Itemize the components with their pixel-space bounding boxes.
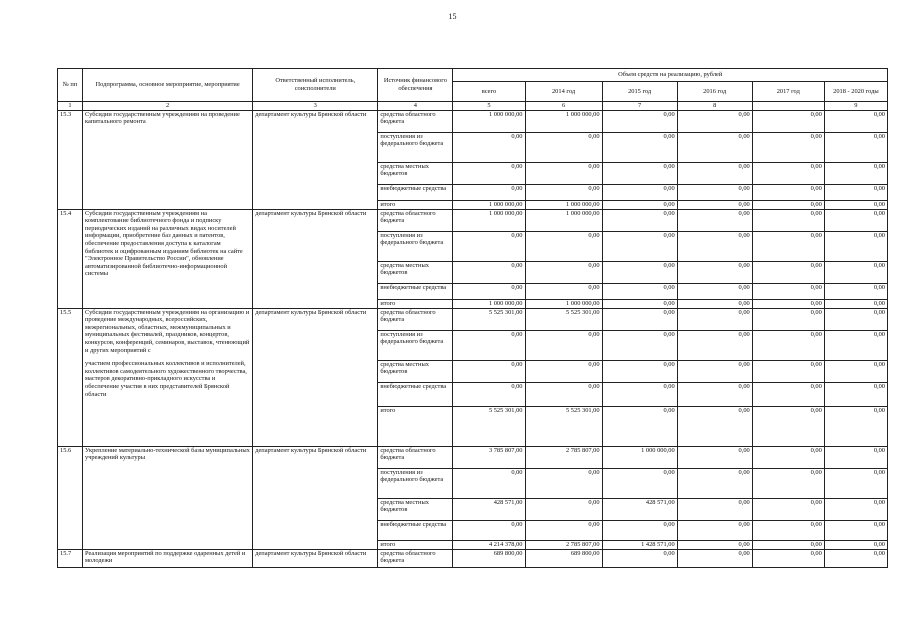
section-title: Реализация мероприятий по поддержке одаренных детей и молодежи bbox=[85, 549, 246, 565]
amount-cell: 0,00 bbox=[453, 330, 525, 360]
amount-cell: 0,00 bbox=[677, 231, 752, 261]
source-label: поступления из федерального бюджета bbox=[378, 132, 453, 162]
amount-cell: 0,00 bbox=[824, 308, 887, 330]
amount-cell: 0,00 bbox=[677, 520, 752, 540]
amount-cell: 0,00 bbox=[752, 498, 824, 520]
amount-cell: 0,00 bbox=[752, 110, 824, 132]
section-title-cell bbox=[83, 549, 253, 567]
amount-cell: 0,00 bbox=[525, 261, 602, 283]
source-label: средства местных бюджетов bbox=[378, 162, 453, 184]
amount-cell: 5 525 301,00 bbox=[453, 406, 525, 446]
source-label: средства областного бюджета bbox=[378, 110, 453, 132]
amount-cell: 0,00 bbox=[677, 209, 752, 231]
section-title-cell bbox=[83, 308, 253, 446]
source-total-label: итого bbox=[378, 299, 453, 308]
amount-cell: 0,00 bbox=[752, 231, 824, 261]
amount-cell: 0,00 bbox=[602, 406, 677, 446]
amount-cell: 1 000 000,00 bbox=[525, 209, 602, 231]
source-label: поступления из федерального бюджета bbox=[378, 231, 453, 261]
amount-cell: 0,00 bbox=[453, 468, 525, 498]
amount-cell: 4 214 378,00 bbox=[453, 540, 525, 549]
source-label: средства местных бюджетов bbox=[378, 261, 453, 283]
amount-cell: 0,00 bbox=[752, 283, 824, 299]
amount-cell: 428 571,00 bbox=[602, 498, 677, 520]
amount-cell: 0,00 bbox=[525, 132, 602, 162]
amount-cell: 0,00 bbox=[752, 330, 824, 360]
section-number: 15.3 bbox=[58, 110, 83, 209]
amount-cell: 0,00 bbox=[602, 184, 677, 200]
amount-cell: 689 800,00 bbox=[525, 549, 602, 567]
amount-cell: 0,00 bbox=[453, 382, 525, 406]
amount-cell: 0,00 bbox=[453, 283, 525, 299]
amount-cell: 0,00 bbox=[752, 162, 824, 184]
amount-cell: 0,00 bbox=[824, 468, 887, 498]
amount-cell: 0,00 bbox=[677, 132, 752, 162]
source-total-label: итого bbox=[378, 200, 453, 209]
amount-cell: 0,00 bbox=[824, 382, 887, 406]
amount-cell: 0,00 bbox=[824, 540, 887, 549]
header-year-total: всего bbox=[453, 82, 525, 102]
amount-cell: 5 525 301,00 bbox=[453, 308, 525, 330]
amount-cell: 0,00 bbox=[453, 231, 525, 261]
section-title: Субсидии государственным учреждениям на организацию и проведение международных, всероссийских, межрегиональных, областных, межмуниципальных и муниципальных фестивалей, праздников, концертов, конкурсов, конференций, семинаров, выставок, чтенюющий и других мероприятий с bbox=[85, 308, 250, 354]
amount-cell: 1 000 000,00 bbox=[453, 209, 525, 231]
amount-cell: 0,00 bbox=[752, 540, 824, 549]
amount-cell: 0,00 bbox=[752, 549, 824, 567]
amount-cell: 0,00 bbox=[602, 132, 677, 162]
section-title: Субсидии государственным учреждениям на комплектование библиотечного фонда и подписку периодических изданий на различных видах носителей информации, приобретение баз данных и патентов, обеспечение предоставления доступа к каталогам библиотек и оцифрованным изданиям библиотек на сайте "Электронное Правительство России", обновление автоматизированной библиотечно-информационной системы bbox=[85, 209, 243, 278]
section-number: 15.7 bbox=[58, 549, 83, 567]
amount-cell: 0,00 bbox=[525, 468, 602, 498]
index-cell: 4 bbox=[378, 102, 453, 111]
header-num: № пп bbox=[58, 69, 83, 102]
section-responsible: департамент культуры Брянской области bbox=[253, 308, 378, 446]
source-label: внебюджетные средства bbox=[378, 283, 453, 299]
financing-table bbox=[57, 68, 888, 568]
amount-cell: 0,00 bbox=[453, 162, 525, 184]
amount-cell: 0,00 bbox=[752, 468, 824, 498]
amount-cell: 0,00 bbox=[824, 110, 887, 132]
header-year-2016: 2016 год bbox=[677, 82, 752, 102]
amount-cell: 0,00 bbox=[824, 231, 887, 261]
amount-cell: 0,00 bbox=[525, 330, 602, 360]
index-cell: 7 bbox=[602, 102, 677, 111]
section-title: Субсидии государственным учреждениям на проведение капитального ремонта bbox=[85, 110, 240, 126]
amount-cell: 0,00 bbox=[824, 299, 887, 308]
source-label: поступления из федерального бюджета bbox=[378, 468, 453, 498]
amount-cell: 5 525 301,00 bbox=[525, 406, 602, 446]
amount-cell: 0,00 bbox=[677, 184, 752, 200]
amount-cell: 0,00 bbox=[602, 299, 677, 308]
amount-cell: 0,00 bbox=[752, 132, 824, 162]
amount-cell: 0,00 bbox=[602, 261, 677, 283]
amount-cell: 0,00 bbox=[602, 549, 677, 567]
amount-cell: 3 785 807,00 bbox=[453, 446, 525, 468]
index-cell: 6 bbox=[525, 102, 602, 111]
section-number: 15.4 bbox=[58, 209, 83, 308]
amount-cell: 689 800,00 bbox=[453, 549, 525, 567]
header-volume: Объем средств на реализацию, рублей bbox=[453, 69, 888, 82]
amount-cell: 0,00 bbox=[677, 498, 752, 520]
amount-cell: 0,00 bbox=[602, 283, 677, 299]
amount-cell: 0,00 bbox=[752, 406, 824, 446]
amount-cell: 0,00 bbox=[824, 209, 887, 231]
amount-cell: 0,00 bbox=[677, 468, 752, 498]
amount-cell: 0,00 bbox=[824, 184, 887, 200]
amount-cell: 0,00 bbox=[453, 360, 525, 382]
section-title-cell bbox=[83, 110, 253, 209]
table-body bbox=[58, 110, 888, 567]
amount-cell: 0,00 bbox=[525, 498, 602, 520]
amount-cell: 0,00 bbox=[824, 283, 887, 299]
index-row bbox=[58, 102, 888, 111]
amount-cell: 0,00 bbox=[602, 200, 677, 209]
amount-cell: 0,00 bbox=[677, 360, 752, 382]
amount-cell: 0,00 bbox=[824, 330, 887, 360]
header-year-2018-2020: 2018 - 2020 годы bbox=[824, 82, 887, 102]
amount-cell: 0,00 bbox=[752, 299, 824, 308]
amount-cell: 0,00 bbox=[602, 330, 677, 360]
header-source: Источник финансового обеспечения bbox=[378, 69, 453, 102]
amount-cell: 0,00 bbox=[824, 446, 887, 468]
amount-cell: 0,00 bbox=[677, 283, 752, 299]
source-label: средства областного бюджета bbox=[378, 446, 453, 468]
amount-cell: 0,00 bbox=[752, 184, 824, 200]
amount-cell: 0,00 bbox=[525, 162, 602, 184]
amount-cell: 0,00 bbox=[677, 382, 752, 406]
amount-cell: 0,00 bbox=[677, 261, 752, 283]
index-cell: 8 bbox=[677, 102, 752, 111]
table-row bbox=[58, 308, 888, 330]
amount-cell: 0,00 bbox=[677, 540, 752, 549]
amount-cell: 1 000 000,00 bbox=[525, 110, 602, 132]
section-responsible: департамент культуры Брянской области bbox=[253, 549, 378, 567]
amount-cell: 0,00 bbox=[525, 184, 602, 200]
index-cell: 5 bbox=[453, 102, 525, 111]
amount-cell: 1 000 000,00 bbox=[602, 446, 677, 468]
amount-cell: 1 000 000,00 bbox=[525, 299, 602, 308]
amount-cell: 0,00 bbox=[677, 110, 752, 132]
table-row bbox=[58, 446, 888, 468]
amount-cell: 0,00 bbox=[677, 406, 752, 446]
index-cell: 2 bbox=[83, 102, 253, 111]
table-row bbox=[58, 110, 888, 132]
amount-cell: 0,00 bbox=[525, 360, 602, 382]
amount-cell: 0,00 bbox=[824, 200, 887, 209]
index-cell: 1 bbox=[58, 102, 83, 111]
header-responsible: Ответственный исполнитель, соисполнители bbox=[253, 69, 378, 102]
amount-cell: 428 571,00 bbox=[453, 498, 525, 520]
index-cell bbox=[752, 102, 824, 111]
amount-cell: 0,00 bbox=[602, 382, 677, 406]
amount-cell: 0,00 bbox=[752, 261, 824, 283]
amount-cell: 5 525 301,00 bbox=[525, 308, 602, 330]
amount-cell: 0,00 bbox=[752, 209, 824, 231]
section-responsible: департамент культуры Брянской области bbox=[253, 446, 378, 549]
amount-cell: 0,00 bbox=[453, 132, 525, 162]
source-total-label: итого bbox=[378, 540, 453, 549]
amount-cell: 0,00 bbox=[752, 520, 824, 540]
header-program: Подпрограмма, основное мероприятие, мероприятие bbox=[83, 69, 253, 102]
amount-cell: 0,00 bbox=[677, 299, 752, 308]
amount-cell: 1 000 000,00 bbox=[453, 299, 525, 308]
amount-cell: 0,00 bbox=[602, 360, 677, 382]
amount-cell: 0,00 bbox=[602, 209, 677, 231]
section-title-cell bbox=[83, 209, 253, 308]
amount-cell: 2 785 807,00 bbox=[525, 540, 602, 549]
section-responsible: департамент культуры Брянской области bbox=[253, 209, 378, 308]
amount-cell: 0,00 bbox=[525, 520, 602, 540]
table-row bbox=[58, 209, 888, 231]
source-label: средства местных бюджетов bbox=[378, 498, 453, 520]
source-label: средства областного бюджета bbox=[378, 209, 453, 231]
index-cell: 9 bbox=[824, 102, 887, 111]
amount-cell: 0,00 bbox=[525, 382, 602, 406]
source-label: внебюджетные средства bbox=[378, 184, 453, 200]
source-label: средства областного бюджета bbox=[378, 308, 453, 330]
amount-cell: 0,00 bbox=[752, 308, 824, 330]
amount-cell: 0,00 bbox=[453, 520, 525, 540]
amount-cell: 1 000 000,00 bbox=[525, 200, 602, 209]
amount-cell: 0,00 bbox=[824, 406, 887, 446]
amount-cell: 0,00 bbox=[752, 360, 824, 382]
amount-cell: 0,00 bbox=[824, 360, 887, 382]
source-label: внебюджетные средства bbox=[378, 382, 453, 406]
section-title-continued: участием профессиональных коллективов и исполнителей, коллективов самодеятельного художественного творчества, мастеров декоративно-прикладного искусства и обеспечение участия в них представителей Брянской области bbox=[85, 360, 247, 398]
amount-cell: 0,00 bbox=[677, 308, 752, 330]
header-year-2017: 2017 год bbox=[752, 82, 824, 102]
source-label: поступления из федерального бюджета bbox=[378, 330, 453, 360]
source-label: средства областного бюджета bbox=[378, 549, 453, 567]
amount-cell: 1 000 000,00 bbox=[453, 110, 525, 132]
section-number: 15.6 bbox=[58, 446, 83, 549]
section-title-cell bbox=[83, 446, 253, 549]
amount-cell: 0,00 bbox=[602, 110, 677, 132]
amount-cell: 0,00 bbox=[677, 446, 752, 468]
amount-cell: 0,00 bbox=[525, 283, 602, 299]
section-number: 15.5 bbox=[58, 308, 83, 446]
amount-cell: 0,00 bbox=[824, 162, 887, 184]
section-responsible: департамент культуры Брянской области bbox=[253, 110, 378, 209]
source-total-label: итого bbox=[378, 406, 453, 446]
amount-cell: 0,00 bbox=[453, 184, 525, 200]
amount-cell: 0,00 bbox=[824, 498, 887, 520]
amount-cell: 0,00 bbox=[525, 231, 602, 261]
index-cell: 3 bbox=[253, 102, 378, 111]
amount-cell: 0,00 bbox=[602, 308, 677, 330]
table-row bbox=[58, 549, 888, 567]
amount-cell: 0,00 bbox=[824, 261, 887, 283]
amount-cell: 0,00 bbox=[824, 549, 887, 567]
amount-cell: 0,00 bbox=[453, 261, 525, 283]
source-label: внебюджетные средства bbox=[378, 520, 453, 540]
amount-cell: 0,00 bbox=[677, 330, 752, 360]
amount-cell: 0,00 bbox=[752, 200, 824, 209]
header-year-2014: 2014 год bbox=[525, 82, 602, 102]
amount-cell: 0,00 bbox=[677, 162, 752, 184]
amount-cell: 0,00 bbox=[677, 549, 752, 567]
amount-cell: 0,00 bbox=[602, 162, 677, 184]
source-label: средства местных бюджетов bbox=[378, 360, 453, 382]
page-number: 15 bbox=[448, 12, 457, 21]
amount-cell: 0,00 bbox=[602, 520, 677, 540]
amount-cell: 0,00 bbox=[677, 200, 752, 209]
amount-cell: 0,00 bbox=[602, 231, 677, 261]
amount-cell: 0,00 bbox=[602, 468, 677, 498]
amount-cell: 0,00 bbox=[752, 382, 824, 406]
amount-cell: 0,00 bbox=[824, 520, 887, 540]
amount-cell: 1 428 571,00 bbox=[602, 540, 677, 549]
header-year-2015: 2015 год bbox=[602, 82, 677, 102]
amount-cell: 0,00 bbox=[752, 446, 824, 468]
amount-cell: 1 000 000,00 bbox=[453, 200, 525, 209]
amount-cell: 0,00 bbox=[824, 132, 887, 162]
section-title: Укрепление материально-технической базы муниципальных учреждений культуры bbox=[85, 446, 250, 462]
amount-cell: 2 785 807,00 bbox=[525, 446, 602, 468]
